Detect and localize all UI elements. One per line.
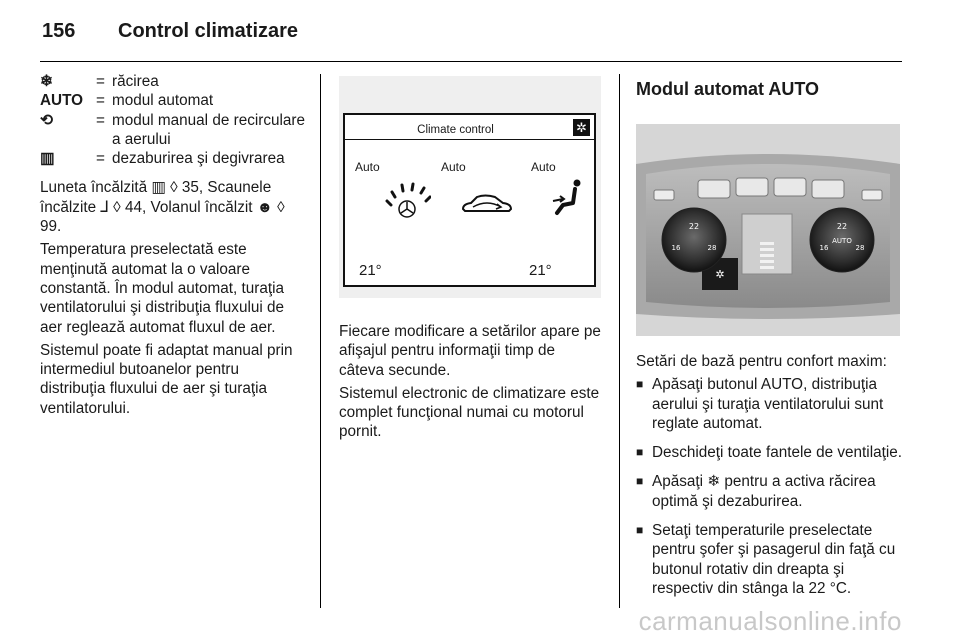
auto-label: AUTO	[40, 92, 84, 110]
header-divider	[40, 61, 902, 62]
screen-title: Climate control	[417, 124, 494, 136]
list-item: ■ Apăsaţi ❄ pentru a activa răcirea optimă şi dezaburirea.	[636, 472, 906, 511]
settings-icon: ✲	[573, 119, 590, 136]
legend-text-auto: modul automat	[112, 92, 214, 110]
column-divider-2	[619, 74, 620, 608]
auto-label-fan: Auto	[355, 160, 380, 174]
car-recirculation-icon	[459, 193, 515, 217]
recirculation-icon: ⟲	[40, 111, 53, 129]
paragraph-engine-running: Sistemul electronic de climatizare este complet funcţional numai cu motorul pornit.	[339, 384, 600, 441]
watermark: carmanualsonline.info	[638, 606, 902, 636]
section-title: Modul automat AUTO	[636, 79, 819, 99]
auto-label-air-distribution: Auto	[531, 160, 556, 174]
column-divider-1	[320, 74, 321, 608]
temperature-right: 21°	[529, 262, 552, 279]
paragraph-auto-mode: Temperatura preselectată este menţinută automat la o valoare constantă. În modul automat, turaţia ventilatorului şi distribuţia fluxului de aer reglează automat fluxul de aer.	[40, 241, 285, 336]
cooling-icon: ❄	[40, 73, 53, 90]
screen-title-divider	[345, 139, 594, 140]
svg-text:✲: ✲	[715, 268, 725, 281]
right-dial-auto-label: AUTO	[832, 237, 852, 245]
legend-text-defrost: dezaburirea şi degivrarea	[112, 150, 285, 168]
left-dial-value: 22	[688, 222, 700, 231]
paragraph-heated-items: Luneta încălzită ▥ ◊ 35, Scaunele încălzite ⅃ ◊ 44, Volanul încălzit ☻ ◊ 99.	[40, 179, 285, 236]
climate-control-screen	[343, 113, 596, 287]
list-item: ■ Apăsaţi butonul AUTO, distribuţia aerului şi turaţia ventilatorului sunt reglate automat.	[636, 375, 906, 433]
page-header	[42, 20, 298, 52]
climate-panel-illustration	[636, 124, 900, 336]
left-temperature-dial	[662, 208, 726, 272]
right-dial-min: 16	[819, 244, 829, 252]
paragraph-comfort-intro: Setări de bază pentru confort maxim:	[636, 353, 887, 370]
air-distribution-icon	[549, 177, 585, 217]
legend-text-cooling: răcirea	[112, 73, 159, 90]
list-item: ■ Setaţi temperaturile preselectate pentru şofer şi pasagerul din faţă cu butonul rotativ din dreapta şi respectiv din stânga la 22 °C.	[636, 521, 906, 598]
column-middle	[339, 72, 601, 446]
legend-text-recirculation: modul manual de recirculare a aerului	[112, 111, 306, 148]
right-dial-value: 22	[836, 222, 848, 231]
list-item: ■ Deschideţi toate fantele de ventilaţie.	[636, 443, 906, 462]
defrost-icon: ▥	[40, 150, 55, 168]
paragraph-manual-adjust: Sistemul poate fi adaptat manual prin intermediul butoanelor pentru distribuţia fluxului de aer şi turaţia ventilatorului.	[40, 341, 293, 417]
page-title: Control climatizare	[118, 20, 299, 42]
left-dial-max: 28	[707, 244, 717, 252]
comfort-steps-list	[636, 375, 906, 598]
fan-speed-icon	[385, 181, 431, 221]
auto-label-recirculation: Auto	[441, 160, 466, 174]
paragraph-display-info: Fiecare modificare a setărilor apare pe afişajul pentru informaţii timp de câteva secunde.	[339, 323, 601, 379]
climate-panel-photo	[636, 124, 900, 336]
symbol-legend: ❄ = răcirea AUTO = modul automat ⟲ = modul manual de recirculare a aerului ▥ = dezaburirea şi degivrarea	[40, 72, 308, 168]
column-right	[636, 72, 906, 608]
left-dial-min: 16	[671, 244, 681, 252]
temperature-left: 21°	[359, 262, 382, 279]
right-dial-max: 28	[855, 244, 865, 252]
climate-display-figure	[339, 76, 601, 298]
column-left	[40, 72, 308, 422]
page-number: 156	[42, 20, 76, 42]
